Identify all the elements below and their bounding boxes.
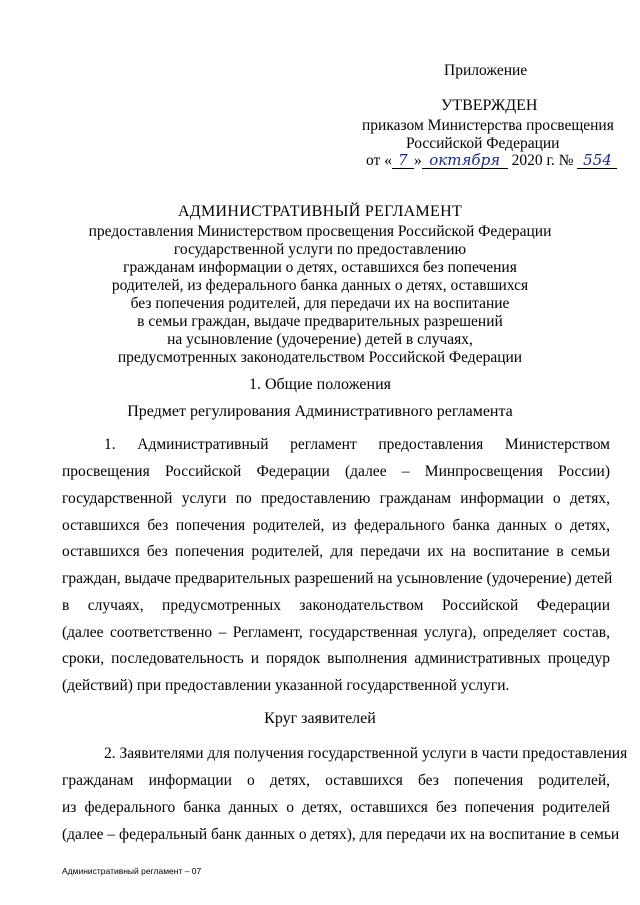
title-line: предусмотренных законодательством Российской Федерации xyxy=(117,349,523,366)
paragraph-2-line: 2. Заявителями для получения государственной услуги в части предоставления xyxy=(104,745,628,762)
date-day-handwritten: 7 xyxy=(398,151,408,169)
order-line-1: приказом Министерства просвещения xyxy=(362,117,614,134)
date-day-field xyxy=(392,153,414,169)
paragraph-1-line: оставшихся без попечения родителей, из федерального банка данных о детях, xyxy=(62,517,610,534)
appendix-label: Приложение xyxy=(444,62,528,79)
section-2-subheading: Круг заявителей xyxy=(264,710,376,727)
order-number-field xyxy=(577,153,617,169)
approved-label: УТВЕРЖДЕН xyxy=(441,97,538,114)
section-1-heading: 1. Общие положения xyxy=(248,376,392,393)
title-line: государственной услуги по предоставлению xyxy=(173,241,467,258)
date-month-field xyxy=(422,153,508,169)
title-line: в семьи граждан, выдаче предварительных разрешений xyxy=(137,313,503,330)
date-year: 2020 г. № xyxy=(511,152,574,169)
title-line: предоставления Министерством просвещения Российской Федерации xyxy=(88,223,552,240)
date-mid: » xyxy=(413,152,422,169)
paragraph-2-line: (далее – федеральный банк данных о детях), для передачи их на воспитание в семьи xyxy=(62,826,620,843)
date-prefix: от « xyxy=(366,152,392,169)
title-line: на усыновление (удочерение) детей в случаях, xyxy=(167,331,473,348)
order-line-2: Российской Федерации xyxy=(406,135,560,152)
paragraph-2-line: гражданам информации о детях, оставшихся без попечения родителей, xyxy=(62,772,610,789)
paragraph-1-line: 1. Административный регламент предоставления Министерством xyxy=(104,436,610,453)
page-footer: Административный регламент – 07 xyxy=(62,866,202,876)
paragraph-2-line: из федерального банка данных о детях, оставшихся без попечения родителей xyxy=(62,799,610,816)
title-line: родителей, из федерального банка данных о детях, оставшихся xyxy=(111,277,529,294)
paragraph-1-line: просвещения Российской Федерации (далее – Минпросвещения России) xyxy=(62,463,610,480)
section-1-subheading: Предмет регулирования Административного регламента xyxy=(127,403,513,420)
title-line: гражданам информации о детях, оставшихся без попечения xyxy=(123,259,517,276)
paragraph-1-line: (далее соответственно – Регламент, государственная услуга), определяет состав, xyxy=(62,624,610,641)
paragraph-1-line: сроки, последовательность и порядок выполнения административных процедур xyxy=(62,650,610,667)
date-month-handwritten: октября xyxy=(429,151,501,169)
paragraph-1-line: в случаях, предусмотренных законодательством Российской Федерации xyxy=(62,597,610,614)
paragraph-1-line: (действий) при предоставлении указанной государственной услуги. xyxy=(62,677,510,694)
order-number-handwritten: 554 xyxy=(583,151,612,169)
document-title: АДМИНИСТРАТИВНЫЙ РЕГЛАМЕНТ xyxy=(177,203,463,220)
order-date-line xyxy=(366,152,617,170)
paragraph-1-line: оставшихся без попечения родителей, для передачи их на воспитание в семьи xyxy=(62,543,610,560)
paragraph-1-line: граждан, выдаче предварительных разрешений на усыновление (удочерение) детей xyxy=(62,570,613,587)
paragraph-1-line: государственной услуги по предоставлению гражданам информации о детях, xyxy=(62,490,610,507)
title-line: без попечения родителей, для передачи их на воспитание xyxy=(130,295,510,312)
